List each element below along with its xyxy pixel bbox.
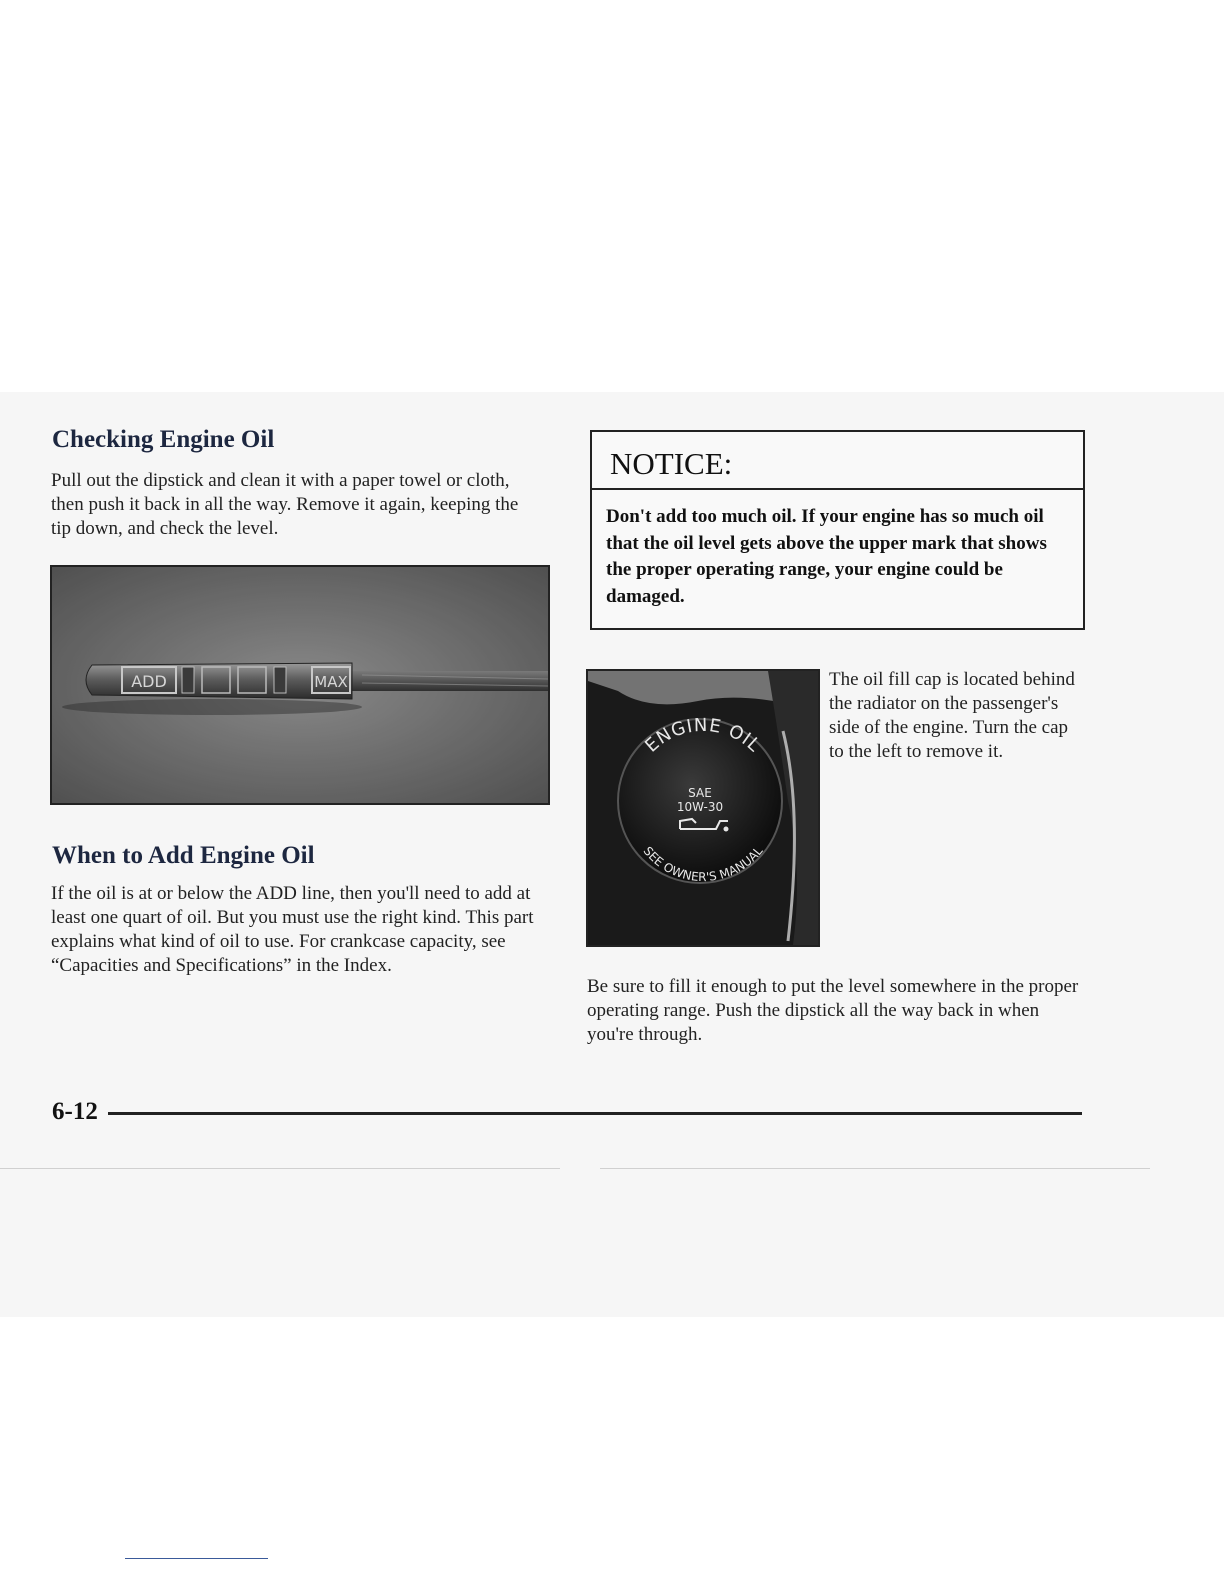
dipstick-add-label: ADD [131, 672, 167, 691]
notice-text: Don't add too much oil. If your engine has so much oil that the oil level gets above the upper mark that shows the proper operating range, your engine could be damaged. [606, 506, 1047, 607]
oil-cap-caption: The oil fill cap is located behind the radiator on the passenger's side of the engine. Turn the cap to the left to remove it. [829, 669, 1075, 762]
cap-grade-sae: SAE [688, 786, 712, 800]
oil-cap-photo [586, 669, 820, 947]
dipstick-photo [50, 565, 550, 805]
notice-box [590, 430, 1085, 630]
dipstick-illustration [52, 567, 548, 803]
bottom-link-underline [125, 1558, 268, 1559]
faint-divider-left [0, 1168, 560, 1169]
notice-title: NOTICE: [592, 432, 1083, 490]
paragraph-checking: Pull out the dipstick and clean it with a paper towel or cloth, then push it back in all the way. Remove it again, keeping the tip down, and check the level. [51, 470, 519, 539]
heading-when-to-add: When to Add Engine Oil [52, 842, 315, 869]
heading-checking-engine-oil: Checking Engine Oil [52, 426, 275, 453]
oil-cap-illustration [588, 671, 818, 945]
paragraph-when-to-add: If the oil is at or below the ADD line, then you'll need to add at least one quart of oil. But you must use the right kind. This part explains what kind of oil to use. For crankcase capacity, see “Capacities and Specifications” in the Index. [51, 883, 534, 976]
cap-top-text: ENGINE OIL [641, 714, 765, 757]
page-number: 6-12 [52, 1098, 98, 1125]
dipstick-max-label: MAX [314, 673, 348, 691]
faint-divider-right [600, 1168, 1150, 1169]
cap-bottom-text: SEE OWNER'S MANUAL [640, 843, 766, 885]
paragraph-fill: Be sure to fill it enough to put the level somewhere in the proper operating range. Push the dipstick all the way back in when you're through. [587, 976, 1079, 1045]
cap-grade-viscosity: 10W-30 [676, 800, 724, 814]
footer-rule [108, 1112, 1082, 1115]
